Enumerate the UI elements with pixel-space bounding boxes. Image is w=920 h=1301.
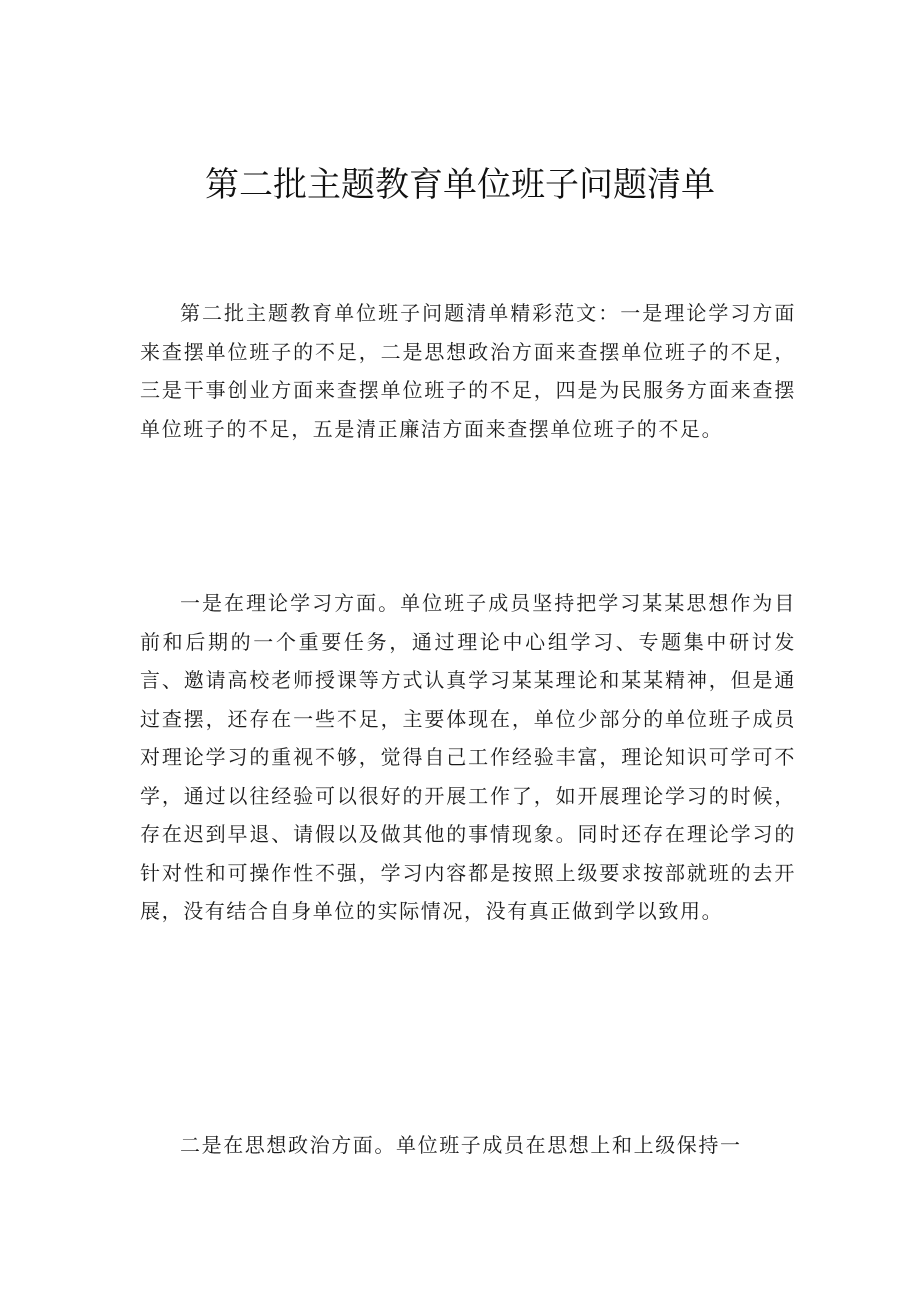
paragraph-ideology-politics: 二是在思想政治方面。单位班子成员在思想上和上级保持一 — [180, 1133, 742, 1157]
paragraph-summary: 第二批主题教育单位班子问题清单精彩范文：一是理论学习方面来查摆单位班子的不足，二是思想政治方面来查摆单位班子的不足，三是干事创业方面来查摆单位班子的不足，四是为民服务方面来查摆单位班子的不足，五是清正廉洁方面来查摆单位班子的不足。 — [140, 301, 796, 441]
page-title: 第二批主题教育单位班子问题清单 — [205, 165, 715, 205]
paragraph-theory-study: 一是在理论学习方面。单位班子成员坚持把学习某某思想作为目前和后期的一个重要任务，通过理论中心组学习、专题集中研讨发言、邀请高校老师授课等方式认真学习某某理论和某某精神，但是通过查摆，还存在一些不足，主要体现在，单位少部分的单位班子成员对理论学习的重视不够，觉得自己工作经验丰富，理论知识可学可不学，通过以往经验可以很好的开展工作了，如开展理论学习的时候，存在迟到早退、请假以及做其他的事情现象。同时还存在理论学习的针对性和可操作性不强，学习内容都是按照上级要求按部就班的去开展，没有结合自身单位的实际情况，没有真正做到学以致用。 — [140, 591, 796, 923]
